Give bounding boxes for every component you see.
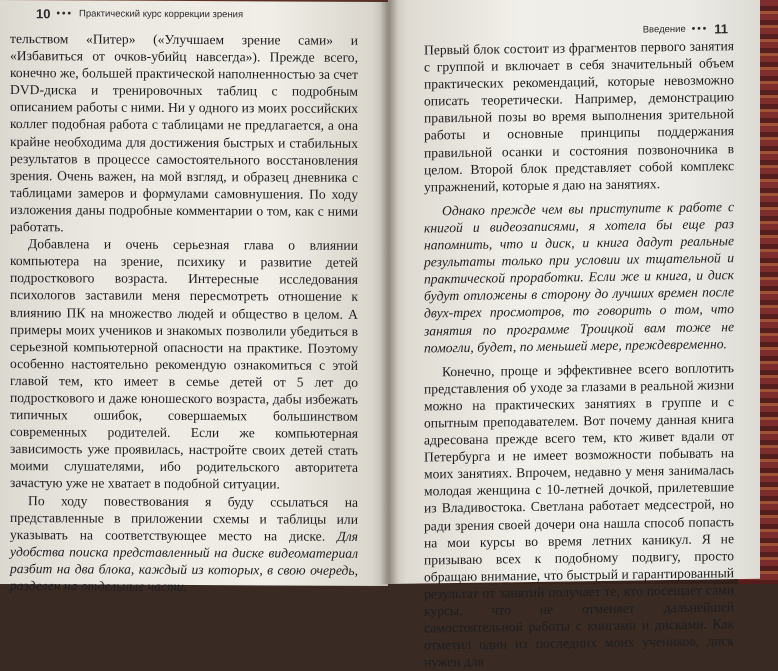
right-paragraph-1: Первый блок состоит из фрагментов первого занятия с группой и включает в себя значительный объем практических рекомендаций, которые невозможно описать теоретически. Например, демонстрацию правильной позы во время выполнения зрительной работы и основные принципы поддержания правильной осанки и состояния позвоночника в целом. Второй блок представляет собой комплекс упражнений, которые я даю на занятиях.	[424, 38, 734, 195]
left-running-head-title: Практический курс коррекции зрения	[78, 8, 244, 21]
left-page-number: 10	[36, 6, 51, 22]
left-paragraph-1: тельством «Питер» («Улучшаем зрение сами» и «Избавиться от очков-убийц навсегда»). Прежде всего, конечно же, большей практической наполненностью за счет DVD-диска и тренировочных таблиц с подробным описанием работы с ними. Ни у одного из моих российских коллег подобная работа с таблицами не предлагается, а она крайне необходима для достижения быстрых и стабильных результатов в процессе самостоятельного восстановления зрения. Очень важен, на мой взгляд, и образец дневника с таблицами замеров и формулами самовнушения. По ходу изложения даны подробные комментарии о том, как с ними работать.	[10, 31, 358, 235]
left-text-block	[10, 30, 358, 596]
left-paragraph-3-regular: По ходу повествования я буду ссылаться на представленные в приложении схемы и таблицы или указывать на соответствующее место на диске.	[10, 492, 358, 544]
book-gutter	[380, 0, 398, 584]
right-running-head	[643, 21, 728, 37]
right-paragraph-2-italic: Однако прежде чем вы приступите к работе с книгой и видеозаписями, я хотела бы еще раз напомнить, что и диск, и книга дадут реальные результаты только при условии их тщательной и практической проработки. Если же и книга, и диск будут отложены в сторону до лучших времен после двух-трех просмотров, то говорить о том, что занятия по программе Троицкой вам тоже не помогли, будет, по меньшей мере, преждевременно.	[424, 199, 734, 356]
left-head-dots: •••	[56, 8, 73, 20]
right-running-head-title: Введение	[642, 23, 686, 36]
left-paragraph-3	[10, 492, 358, 596]
left-running-head	[36, 6, 243, 22]
left-page	[0, 0, 388, 594]
right-page	[388, 0, 760, 670]
left-paragraph-2: Добавлена и очень серьезная глава о влиянии компьютера на зрение, психику и развитие детей подросткового возраста. Интересные исследования психологов заставили меня пересмотреть отношение к влиянию ПК на множество людей и общество в целом. А примеры моих учеников и знакомых позволили убедиться в серьезной компьютерной опасности на практике. Поэтому особенно настоятельно рекомендую ознакомиться с этой главой тем, кто имеет в семье детей от 5 лет до подросткового и даже юношеского возраста, дабы избежать типичных ошибок, совершаемых большинством современных родителей. Если же компьютерная зависимость уже проявилась, настройте своих детей стать моими слушателями, ибо родительского авторитета зачастую уже не хватает в подобной ситуации.	[10, 236, 358, 492]
right-page-number: 11	[714, 21, 728, 37]
right-text-block	[424, 37, 734, 671]
right-head-dots: •••	[691, 23, 709, 35]
right-paragraph-3: Конечно, проще и эффективнее всего воплотить представления об уходе за глазами в реальной жизни можно на практических занятиях в группе и с опытным преподавателем. Вот почему данная книга адресована прежде всего тем, кто живет вдали от Петербурга и не имеет возможности побывать на моих занятиях. Впрочем, недавно у меня занималась молодая женщина с 10-летней дочкой, прилетевшие из Владивостока. Светлана работает медсестрой, но ради зрения своей дочери она нашла способ попасть на мои курсы во время летних каникул. Я не призываю всех к подобному подвигу, просто обращаю внимание, что быстрый и гарантированный результат от занятий получает те, кто посещает сами курсы, что не отменяет дальнейшей самостоятельной работы с книгами и дисками. Как отметил один из последних моих учеников, диск нужен для	[424, 359, 734, 670]
left-paragraph-3-italic: Для удобства поиска представленный на диске видеоматериал разбит на два блока, каждый из которых, в свою очередь, разделен на отдельные части.	[10, 528, 358, 594]
